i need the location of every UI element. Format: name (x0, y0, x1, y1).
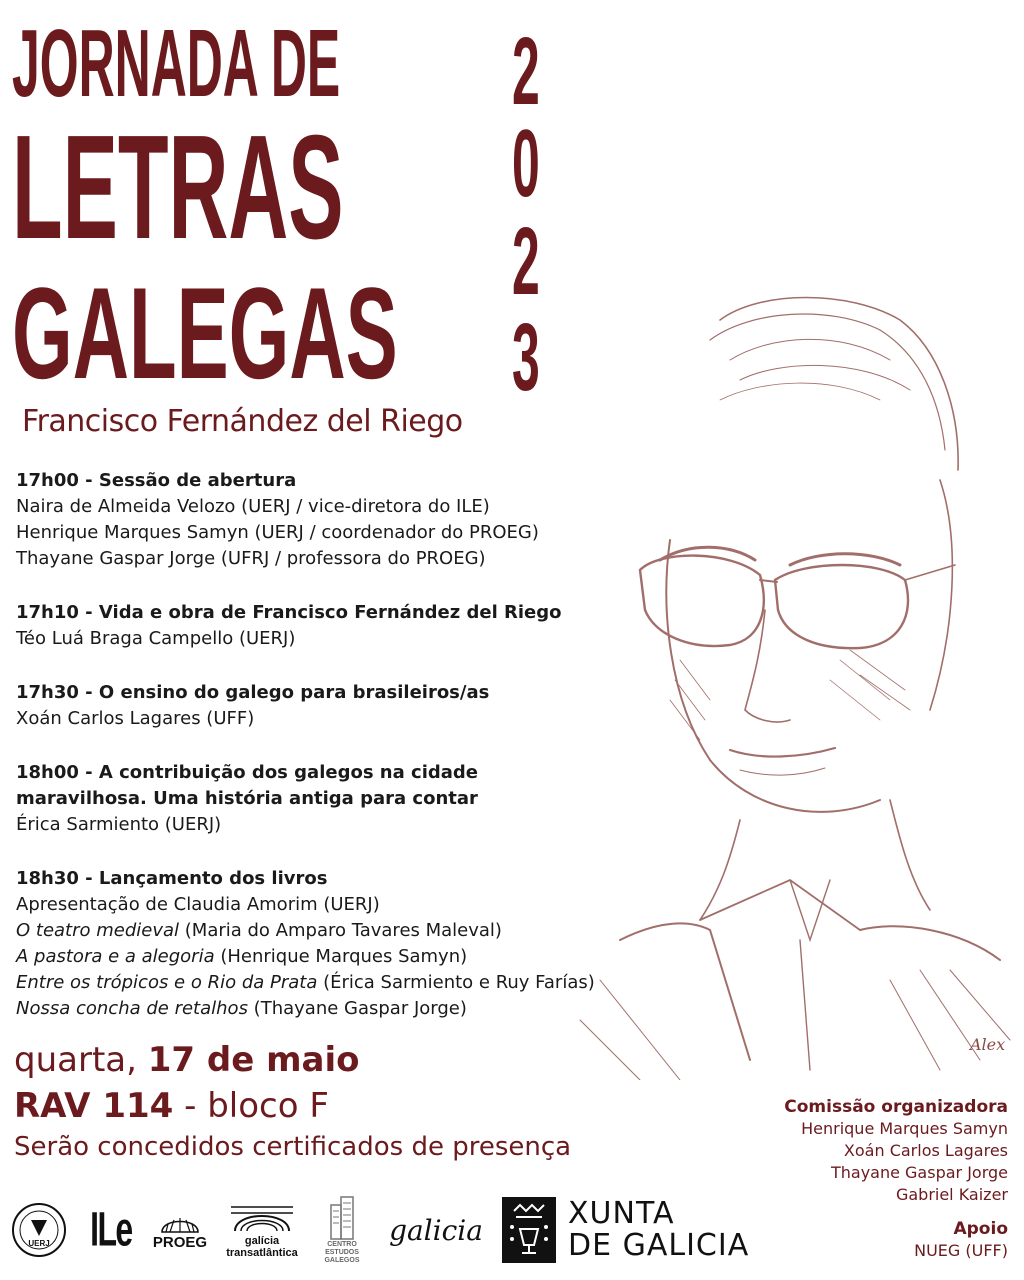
year-digit: 2 (512, 18, 540, 125)
event-title (12, 10, 552, 411)
weekday: quarta, (14, 1040, 137, 1080)
certificate-note: Serão concedidos certificados de presença (14, 1132, 572, 1162)
participant: Téo Luá Braga Campello (UERJ) (16, 628, 296, 649)
book-item (16, 996, 736, 1022)
book-authors: (Thayane Gaspar Jorge) (247, 998, 467, 1019)
proeg-text: PROEG (152, 1233, 208, 1251)
committee-member: Xoán Carlos Lagares (843, 1141, 1008, 1160)
participant: Henrique Marques Samyn (UERJ / coordenador do PROEG) (16, 522, 539, 543)
session-teaching (16, 680, 736, 732)
year-digit: 0 (512, 110, 540, 217)
galicia-text: galicia (389, 1213, 483, 1247)
book-title: Entre os trópicos e o Rio da Prata (16, 972, 318, 993)
honoree-name: Francisco Fernández del Riego (22, 404, 463, 439)
support-item: NUEG (UFF) (914, 1241, 1008, 1260)
galicia-brand-logo (372, 1185, 500, 1275)
svg-text:UERJ: UERJ (28, 1239, 50, 1248)
xunta-text-2: DE GALICIA (568, 1228, 750, 1263)
participant: Xoán Carlos Lagares (UFF) (16, 708, 255, 729)
xunta-wordmark (568, 1198, 749, 1262)
date: 17 de maio (147, 1040, 360, 1080)
shell-icon (158, 1210, 202, 1234)
session-heading: 18h00 - A contribuição dos galegos na cidade (16, 762, 478, 783)
room: RAV 114 (14, 1086, 174, 1126)
session-heading: 17h00 - Sessão de abertura (16, 470, 297, 491)
book-item (16, 918, 736, 944)
xunta-text-1: XUNTA (568, 1196, 675, 1231)
committee-member: Henrique Marques Samyn (801, 1119, 1008, 1138)
event-details (14, 1040, 714, 1164)
event-date (14, 1040, 714, 1080)
year-digit: 2 (512, 208, 540, 315)
centro-text-3: GALEGOS (324, 1257, 360, 1264)
session-heading: maravilhosa. Uma história antiga para contar (16, 788, 478, 809)
uerj-seal-icon (11, 1202, 67, 1258)
title-line-2: LETRAS (12, 105, 344, 270)
galicia-transatlantica-text-2: transatlântica (226, 1247, 298, 1259)
book-authors: (Maria do Amparo Tavares Maleval) (179, 920, 502, 941)
book-title: Nossa concha de retalhos (16, 998, 248, 1019)
session-book-launch (16, 866, 736, 1022)
participant: Naira de Almeida Velozo (UERJ / vice-diretora do ILE) (16, 496, 490, 517)
support-section (784, 1218, 1008, 1262)
book-authors: (Érica Sarmiento e Ruy Farías) (317, 972, 595, 993)
session-contribution (16, 760, 736, 838)
xunta-logo (502, 1185, 762, 1275)
signature: Alex (970, 1035, 1006, 1054)
book-title: A pastora e a alegoria (16, 946, 215, 967)
session-opening (16, 468, 736, 572)
coat-of-arms-icon (502, 1197, 556, 1263)
title-line-1: JORNADA DE (12, 10, 341, 117)
proeg-logo (148, 1185, 212, 1275)
presentation: Apresentação de Claudia Amorim (UERJ) (16, 894, 380, 915)
galicia-transatlantica-logo (222, 1185, 302, 1275)
title-line-3: GALEGAS (12, 260, 398, 406)
galicia-transatlantica-text-1: galícia (244, 1235, 280, 1247)
book-item (16, 944, 736, 970)
book-authors: (Henrique Marques Samyn) (214, 946, 468, 967)
participant: Thayane Gaspar Jorge (UFRJ / professora do PROEG) (16, 548, 486, 569)
book-item (16, 970, 736, 996)
participant: Érica Sarmiento (UERJ) (16, 814, 222, 835)
event-location (14, 1086, 714, 1126)
session-heading: 17h30 - O ensino do galego para brasileiros/as (16, 682, 490, 703)
session-heading: 18h30 - Lançamento dos livros (16, 868, 328, 889)
centro-text-1: CENTRO (327, 1241, 357, 1248)
uerj-logo (8, 1185, 70, 1275)
logo-strip (8, 1185, 768, 1275)
committee-member: Thayane Gaspar Jorge (830, 1163, 1008, 1182)
committee-heading: Comissão organizadora (784, 1097, 1008, 1117)
centro-estudos-galegos-logo (314, 1185, 370, 1275)
waves-icon (231, 1201, 293, 1235)
program-schedule (16, 468, 736, 1050)
building-icon (327, 1195, 357, 1241)
centro-text-2: ESTUDOS (325, 1249, 359, 1256)
ile-text: ILe (90, 1203, 132, 1256)
book-title: O teatro medieval (16, 920, 180, 941)
session-life-work (16, 600, 736, 652)
block: - bloco F (173, 1086, 329, 1126)
committee-member: Gabriel Kaizer (895, 1185, 1008, 1204)
session-heading: 17h10 - Vida e obra de Francisco Fernández del Riego (16, 602, 562, 623)
ile-logo (84, 1185, 138, 1275)
support-heading: Apoio (953, 1219, 1008, 1239)
organizing-committee (784, 1096, 1008, 1262)
year-digit: 3 (512, 304, 540, 411)
